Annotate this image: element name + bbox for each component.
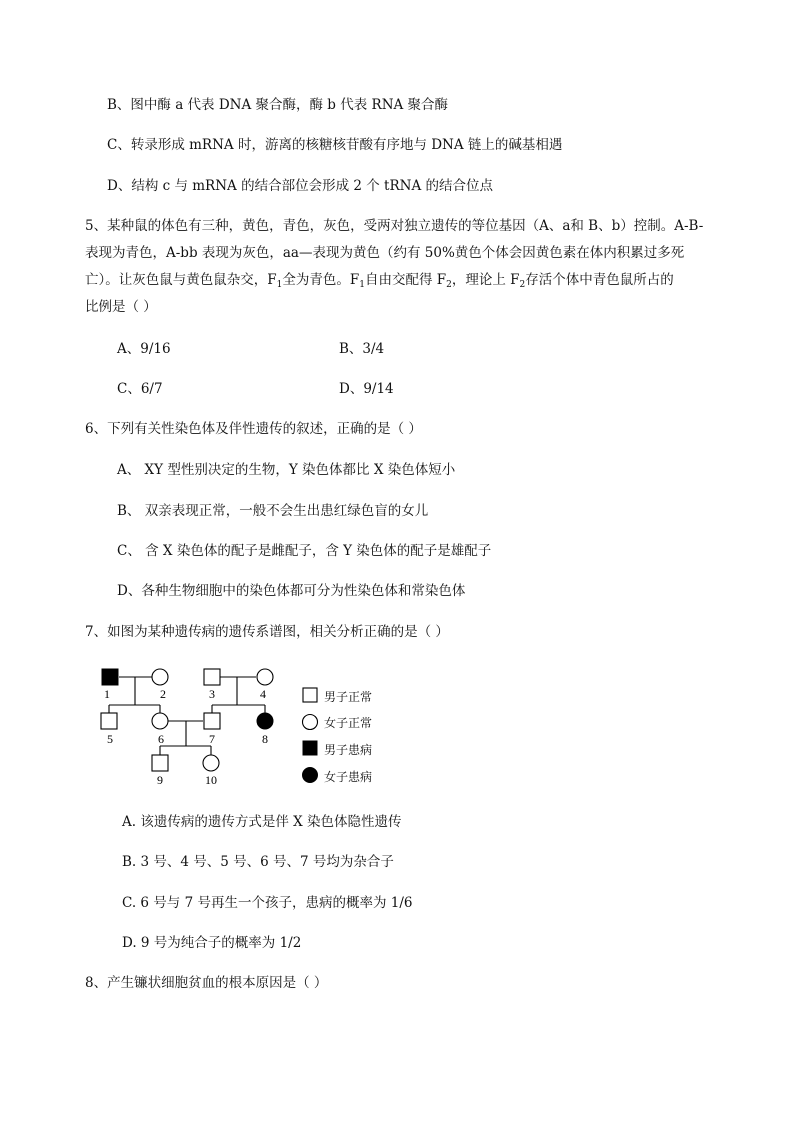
q7-option-a: A. 该遗传病的遗传方式是伴 X 染色体隐性遗传 [122, 814, 402, 830]
q6-option-a: A、 XY 型性别决定的生物，Y 染色体都比 X 染色体短小 [117, 462, 456, 478]
label-3: 3 [209, 687, 215, 701]
individual-6-normal-female [152, 713, 168, 729]
q7-option-c: C. 6 号与 7 号再生一个孩子，患病的概率为 1/6 [122, 895, 413, 911]
legend-affected-female-symbol [303, 768, 318, 783]
legend-normal-female: 女子正常 [324, 716, 373, 730]
individual-1-affected-male [102, 669, 118, 685]
q6-option-d: D、各种生物细胞中的染色体都可分为性染色体和常染色体 [117, 583, 466, 599]
label-5: 5 [107, 732, 113, 746]
label-8: 8 [262, 732, 268, 746]
q5-stem-line3: 亡）。让灰色鼠与黄色鼠杂交，$F_1$全为青色。$F_1$自由交配得 $F_2$，理论上 $F_2$存活个体中青色鼠所占的 [85, 272, 674, 290]
individual-3-normal-male [204, 669, 220, 685]
legend-normal-female-symbol [303, 715, 318, 730]
label-1: 1 [104, 687, 110, 701]
q7-stem: 7、如图为某种遗传病的遗传系谱图，相关分析正确的是（ ） [85, 624, 449, 640]
individual-8-affected-female [257, 713, 273, 729]
label-2: 2 [160, 687, 166, 701]
label-4: 4 [260, 687, 266, 701]
q5-option-d: D、9/14 [339, 381, 394, 397]
label-7: 7 [209, 732, 215, 746]
q7-option-b: B. 3 号、4 号、5 号、6 号、7 号均为杂合子 [122, 854, 394, 870]
individual-2-normal-female [152, 669, 168, 685]
q5-stem-line2: 表现为青色，A-bb 表现为灰色，aa—表现为黄色（约有 50%黄色个体会因黄色素在体内积累过多死 [85, 245, 685, 261]
q4-option-c: C、转录形成 mRNA 时，游离的核糖核苷酸有序地与 DNA 链上的碱基相遇 [107, 137, 563, 153]
q5-stem-line4: 比例是（ ） [85, 299, 157, 315]
label-9: 9 [157, 773, 163, 787]
q6-option-b: B、 双亲表现正常，一般不会生出患红绿色盲的女儿 [117, 503, 429, 519]
individual-10-normal-female [203, 755, 219, 771]
individual-9-normal-male [152, 755, 168, 771]
legend-affected-female: 女子患病 [324, 770, 373, 784]
q4-option-b: B、图中酶 a 代表 DNA 聚合酶，酶 b 代表 RNA 聚合酶 [107, 97, 449, 113]
legend-normal-male-symbol [303, 688, 317, 702]
q4-option-d: D、结构 c 与 mRNA 的结合部位会形成 2 个 tRNA 的结合位点 [107, 178, 493, 194]
legend-affected-male: 男子患病 [324, 743, 373, 757]
label-10: 10 [205, 773, 217, 787]
legend-normal-male: 男子正常 [324, 690, 373, 704]
q7-option-d: D. 9 号为纯合子的概率为 1/2 [122, 935, 302, 951]
q6-option-c: C、 含 X 染色体的配子是雌配子，含 Y 染色体的配子是雄配子 [117, 543, 492, 559]
individual-5-normal-male [101, 713, 117, 729]
label-6: 6 [158, 732, 164, 746]
q5-option-a: A、9/16 [117, 341, 171, 357]
q5-stem-line1: 5、某种鼠的体色有三种，黄色，青色，灰色，受两对独立遗传的等位基因（A、a和 B、b）控制。A-B- [85, 218, 704, 234]
q5-option-b: B、3/4 [339, 341, 385, 357]
individual-4-normal-female [257, 669, 273, 685]
q6-stem: 6、下列有关性染色体及伴性遗传的叙述，正确的是（ ） [85, 421, 422, 437]
individual-7-normal-male [204, 713, 220, 729]
legend-affected-male-symbol [303, 741, 317, 755]
q8-stem: 8、产生镰状细胞贫血的根本原因是（ ） [85, 975, 328, 991]
q5-option-c: C、6/7 [117, 381, 163, 397]
